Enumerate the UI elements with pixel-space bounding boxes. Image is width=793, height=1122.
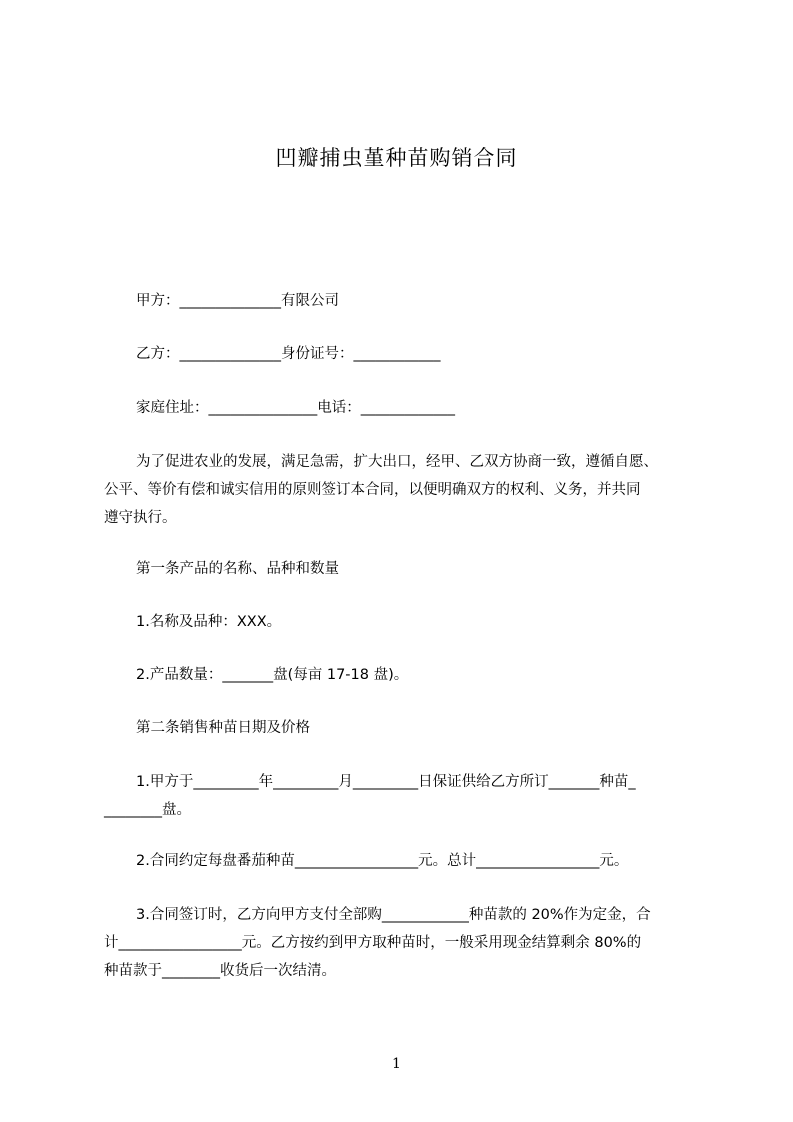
party-a-line: 甲方：______________有限公司 bbox=[136, 293, 339, 309]
article-2-item-1-line-2: ________盘。 bbox=[104, 802, 191, 818]
article-1-item-1: 1.名称及品种：XXX。 bbox=[136, 614, 282, 630]
article-2-item-2: 2.合同约定每盘番茄种苗_________________元。总计_________________元。 bbox=[136, 853, 629, 869]
party-b-line: 乙方：______________身份证号：____________ bbox=[136, 346, 441, 362]
article-2-item-1-line-1: 1.甲方于_________年_________月_________日保证供给乙方所订_______种苗_ bbox=[136, 774, 636, 790]
article-2-item-3-line-1: 3.合同签订时，乙方向甲方支付全部购____________种苗款的 20%作为定金，合 bbox=[136, 907, 651, 923]
preamble-line-2: 公平、等价有偿和诚实信用的原则签订本合同，以便明确双方的权利、义务，并共同 bbox=[104, 482, 641, 498]
preamble-line-1: 为了促进农业的发展，满足急需，扩大出口，经甲、乙双方协商一致，遵循自愿、 bbox=[136, 454, 658, 470]
article-1-item-2: 2.产品数量：_______盘(每亩 17-18 盘)。 bbox=[136, 667, 409, 683]
article-1-heading: 第一条产品的名称、品种和数量 bbox=[136, 561, 339, 577]
preamble-line-3: 遵守执行。 bbox=[104, 510, 177, 526]
contract-title: 凹瓣捕虫堇种苗购销合同 bbox=[275, 146, 518, 170]
page-number: 1 bbox=[392, 1056, 401, 1072]
address-phone-line: 家庭住址：_______________电话：_____________ bbox=[136, 400, 455, 416]
article-2-heading: 第二条销售种苗日期及价格 bbox=[136, 720, 310, 736]
article-2-item-3-line-3: 种苗款于________收货后一次结清。 bbox=[104, 963, 336, 979]
article-2-item-3-line-2: 计_________________元。乙方按约到甲方取种苗时，一般采用现金结算剩余 80%的 bbox=[104, 935, 642, 951]
